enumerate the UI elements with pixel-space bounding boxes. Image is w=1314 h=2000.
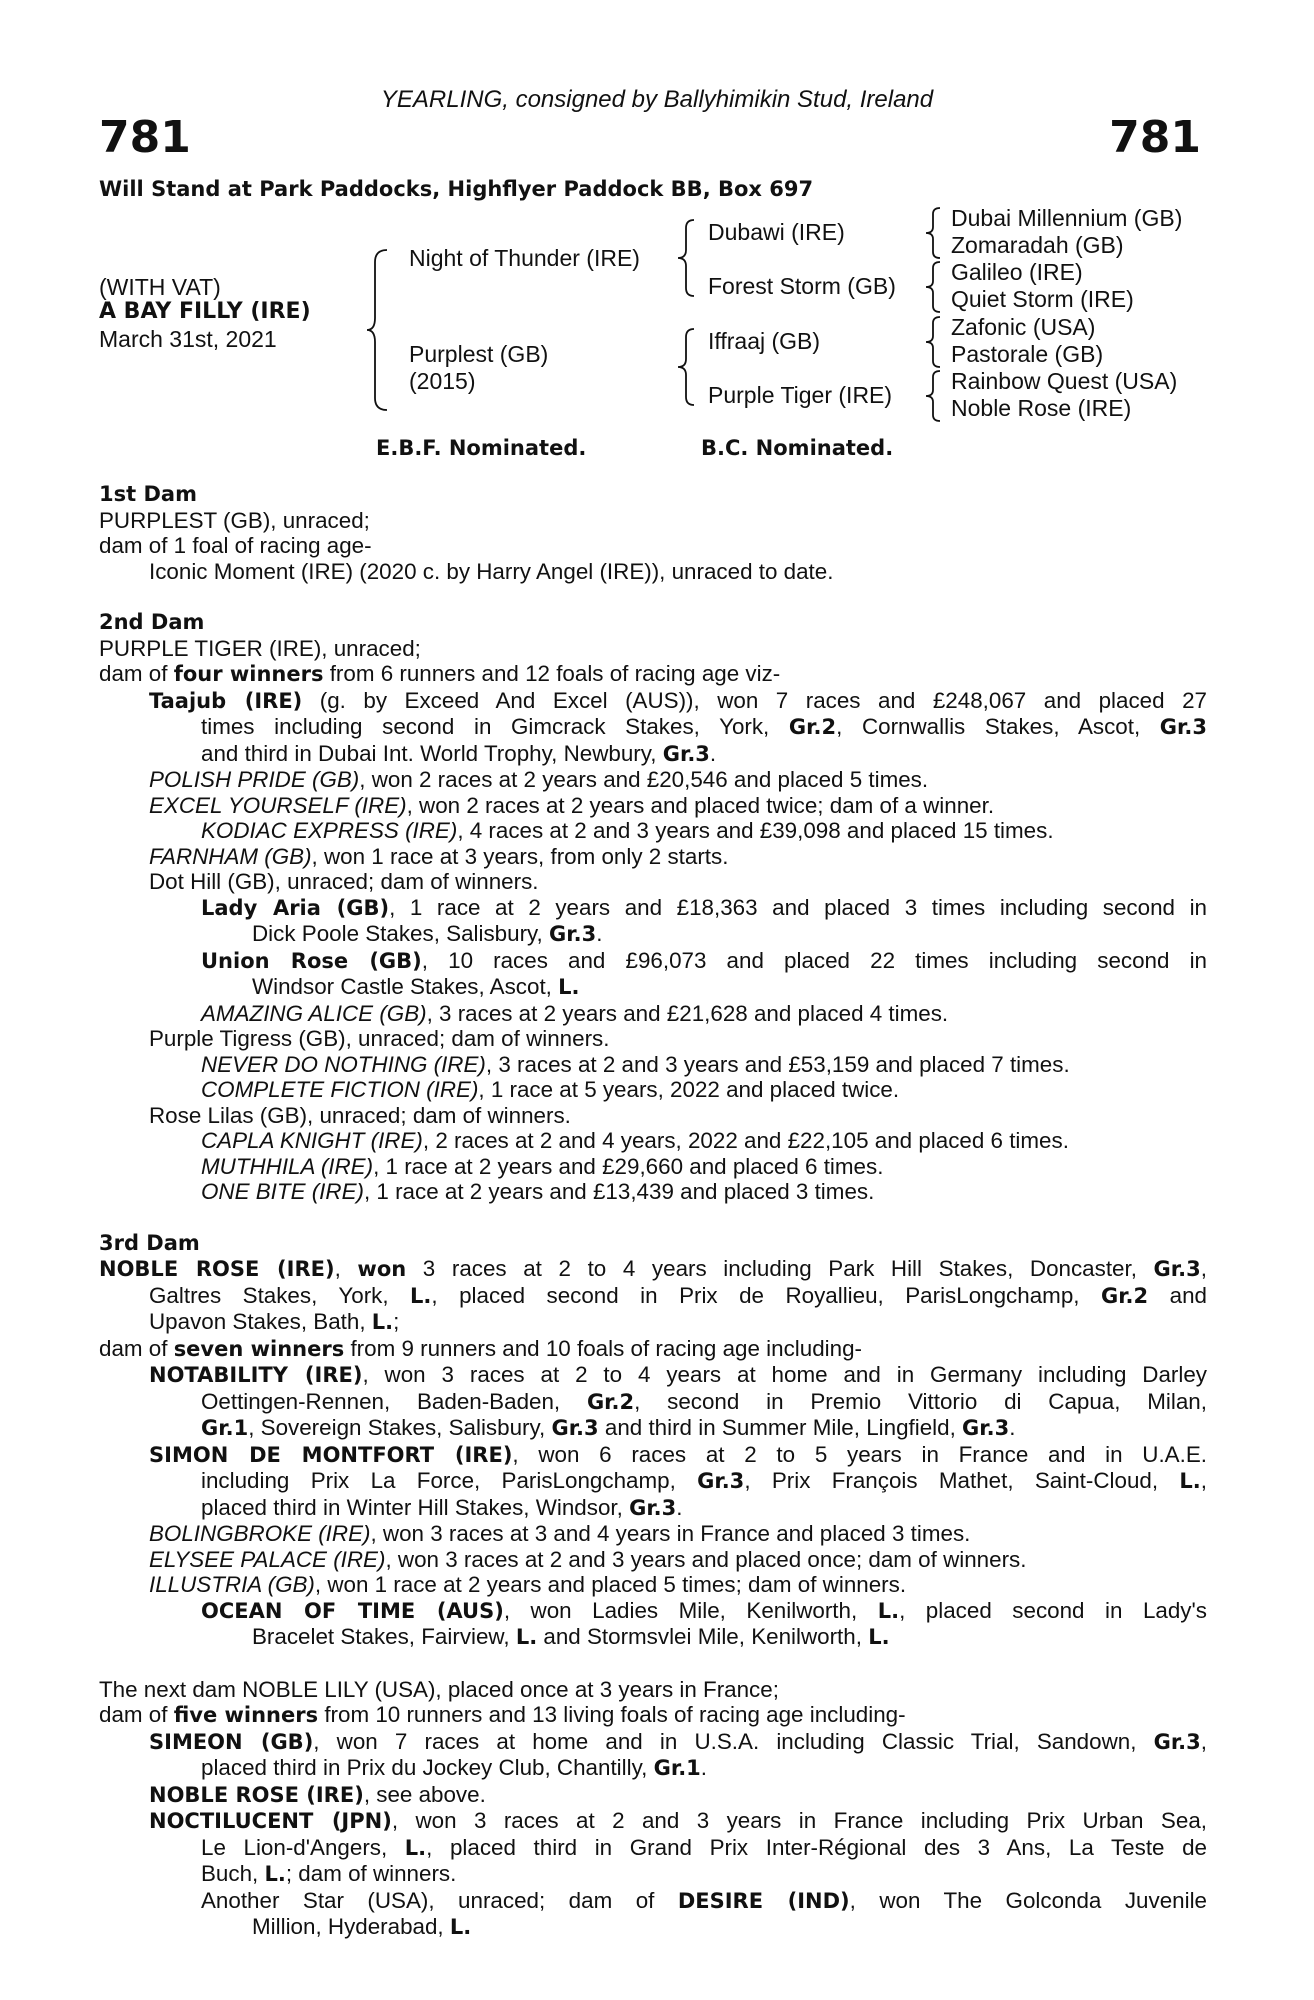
illustria: ILLUSTRIA (GB), won 1 race at 2 years and placed 5 times; dam of winners. — [149, 1572, 907, 1597]
never-do-nothing: NEVER DO NOTHING (IRE), 3 races at 2 and 3 years and £53,159 and placed 7 times. — [201, 1051, 1070, 1077]
notability-line-1: NOTABILITY (IRE), won 3 races at 2 to 4 years at home and in Germany including Darley — [149, 1362, 1207, 1387]
first-dam-line: PURPLEST (GB), unraced; — [99, 507, 370, 533]
noble-rose-line-2: Galtres Stakes, York, L., placed second in Prix de Royallieu, ParisLongchamp, Gr.2 and — [149, 1282, 1207, 1308]
sire: Night of Thunder (IRE) — [409, 245, 640, 271]
elysee-palace: ELYSEE PALACE (IRE), won 3 races at 2 and 3 years and placed once; dam of winners. — [149, 1546, 1027, 1572]
horse-name: A BAY FILLY (IRE) — [99, 299, 311, 324]
rose-lilas: Rose Lilas (GB), unraced; dam of winners. — [149, 1102, 571, 1128]
ebf-nomination: E.B.F. Nominated. — [376, 436, 587, 460]
noctilucent-line-2: Le Lion-d'Angers, L., placed third in Grand Prix Inter-Régional des 3 Ans, La Teste de — [201, 1834, 1208, 1860]
lot-number-right: 781 — [1109, 112, 1201, 163]
pedigree-brace-gg4 — [924, 369, 942, 423]
ocean-line-2: Bracelet Stakes, Fairview, L. and Stormsvlei Mile, Kenilworth, L. — [252, 1624, 890, 1649]
foaling-date: March 31st, 2021 — [99, 326, 277, 352]
next-dam-produce: dam of five winners from 10 runners and 13 living foals of racing age including- — [99, 1702, 906, 1727]
notability-line-3: Gr.1, Sovereign Stakes, Salisbury, Gr.3 and third in Summer Mile, Lingfield, Gr.3. — [201, 1415, 1016, 1440]
lady-aria-line-2: Dick Poole Stakes, Salisbury, Gr.3. — [252, 921, 603, 946]
complete-fiction: COMPLETE FICTION (IRE), 1 race at 5 years, 2022 and placed twice. — [201, 1077, 900, 1102]
bolingbroke: BOLINGBROKE (IRE), won 3 races at 3 and 4 years in France and placed 3 times. — [149, 1521, 971, 1546]
dot-hill: Dot Hill (GB), unraced; dam of winners. — [149, 869, 539, 894]
farnham: FARNHAM (GB), won 1 race at 3 years, from only 2 starts. — [149, 843, 729, 869]
sire-dam: Forest Storm (GB) — [708, 273, 896, 299]
great-grandparent-1: Dubai Millennium (GB) — [951, 205, 1183, 231]
union-rose-line-1: Union Rose (GB), 10 races and £96,073 and placed 22 times including second in — [201, 947, 1207, 973]
ocean-line-1: OCEAN OF TIME (AUS), won Ladies Mile, Kenilworth, L., placed second in Lady's — [201, 1597, 1207, 1623]
noble-rose-line-1: NOBLE ROSE (IRE), won 3 races at 2 to 4 years including Park Hill Stakes, Doncaster, Gr.3, — [99, 1256, 1207, 1281]
pedigree-brace-sire — [676, 218, 696, 298]
great-grandparent-2: Zomaradah (GB) — [951, 232, 1124, 258]
produce-record — [99, 482, 1207, 1941]
simon-line-2: including Prix La Force, ParisLongchamp, Gr.3, Prix François Mathet, Saint-Cloud, L., — [201, 1468, 1207, 1493]
third-dam-produce: dam of seven winners from 9 runners and 10 foals of racing age including- — [99, 1335, 863, 1361]
great-grandparent-5: Zafonic (USA) — [951, 314, 1096, 340]
lot-number-left: 781 — [99, 112, 191, 163]
third-dam-title: 3rd Dam — [99, 1230, 200, 1255]
taajub-line-2: times including second in Gimcrack Stakes, York, Gr.2, Cornwallis Stakes, Ascot, Gr.3 — [201, 714, 1207, 739]
pedigree-brace-gg3 — [924, 315, 942, 369]
simon-line-3: placed third in Winter Hill Stakes, Windsor, Gr.3. — [201, 1494, 683, 1520]
lady-aria-line-1: Lady Aria (GB), 1 race at 2 years and £18,363 and placed 3 times including second in — [201, 894, 1208, 920]
purple-tigress: Purple Tigress (GB), unraced; dam of winners. — [149, 1026, 610, 1051]
pedigree-brace-main — [365, 248, 389, 412]
sire-sire: Dubawi (IRE) — [708, 219, 845, 245]
second-dam-produce: dam of four winners from 6 runners and 12 foals of racing age viz- — [99, 661, 781, 686]
dam: Purplest (GB) — [409, 341, 549, 367]
taajub-line-3: and third in Dubai Int. World Trophy, Newbury, Gr.3. — [201, 740, 717, 766]
pedigree-brace-gg1 — [924, 206, 942, 260]
simeon-line-1: SIMEON (GB), won 7 races at home and in U.S.A. including Classic Trial, Sandown, Gr.3, — [149, 1728, 1208, 1754]
vat-note: (WITH VAT) — [99, 274, 221, 300]
dam-dam: Purple Tiger (IRE) — [708, 382, 893, 408]
bc-nomination: B.C. Nominated. — [701, 436, 894, 460]
stand-location: Will Stand at Park Paddocks, Highflyer Paddock BB, Box 697 — [99, 177, 814, 201]
noctilucent-line-3: Buch, L.; dam of winners. — [201, 1861, 457, 1886]
great-grandparent-6: Pastorale (GB) — [951, 341, 1104, 367]
great-grandparent-8: Noble Rose (IRE) — [951, 395, 1132, 421]
taajub-line-1: Taajub (IRE) (g. by Exceed And Excel (AUS)), won 7 races and £248,067 and placed 27 — [149, 687, 1207, 713]
dam-year: (2015) — [409, 368, 476, 394]
simon-line-1: SIMON DE MONTFORT (IRE), won 6 races at 2 to 5 years in France and in U.A.E. — [149, 1441, 1207, 1467]
pedigree-brace-dam — [676, 327, 696, 407]
one-bite: ONE BITE (IRE), 1 race at 2 years and £13,439 and placed 3 times. — [201, 1179, 875, 1204]
second-dam-title: 2nd Dam — [99, 610, 205, 634]
first-dam-produce: dam of 1 foal of racing age- — [99, 533, 372, 558]
consignment-heading: YEARLING, consigned by Ballyhimikin Stud, Ireland — [380, 86, 934, 113]
muthhila: MUTHHILA (IRE), 1 race at 2 years and £29,660 and placed 6 times. — [201, 1153, 884, 1179]
notability-line-2: Oettingen-Rennen, Baden-Baden, Gr.2, second in Premio Vittorio di Capua, Milan, — [201, 1388, 1207, 1414]
capla-knight: CAPLA KNIGHT (IRE), 2 races at 2 and 4 years, 2022 and £22,105 and placed 6 times. — [201, 1128, 1069, 1153]
great-grandparent-7: Rainbow Quest (USA) — [951, 368, 1178, 394]
excel-yourself: EXCEL YOURSELF (IRE), won 2 races at 2 years and placed twice; dam of a winner. — [149, 792, 995, 818]
first-dam-title: 1st Dam — [99, 482, 197, 506]
second-dam-line: PURPLE TIGER (IRE), unraced; — [99, 635, 421, 661]
next-dam-line: The next dam NOBLE LILY (USA), placed once at 3 years in France; — [99, 1676, 779, 1702]
another-star-line-2: Million, Hyderabad, L. — [252, 1914, 472, 1939]
great-grandparent-3: Galileo (IRE) — [951, 259, 1083, 285]
pedigree-brace-gg2 — [924, 260, 942, 314]
polish-pride: POLISH PRIDE (GB), won 2 races at 2 years and £20,546 and placed 5 times. — [149, 767, 929, 792]
kodiac-express: KODIAC EXPRESS (IRE), 4 races at 2 and 3 years and £39,098 and placed 15 times. — [201, 818, 1054, 843]
noble-rose-ref: NOBLE ROSE (IRE), see above. — [149, 1781, 486, 1807]
union-rose-line-2: Windsor Castle Stakes, Ascot, L. — [252, 974, 580, 999]
noble-rose-line-3: Upavon Stakes, Bath, L.; — [149, 1309, 400, 1334]
great-grandparent-4: Quiet Storm (IRE) — [951, 286, 1134, 312]
simeon-line-2: placed third in Prix du Jockey Club, Chantilly, Gr.1. — [201, 1755, 708, 1780]
dam-sire: Iffraaj (GB) — [708, 328, 821, 354]
another-star-line-1: Another Star (USA), unraced; dam of DESIRE (IND), won The Golconda Juvenile — [201, 1887, 1208, 1913]
noctilucent-line-1: NOCTILUCENT (JPN), won 3 races at 2 and 3 years in France including Prix Urban Sea, — [149, 1808, 1207, 1833]
amazing-alice: AMAZING ALICE (GB), 3 races at 2 years and £21,628 and placed 4 times. — [201, 1000, 949, 1026]
first-dam-foal: Iconic Moment (IRE) (2020 c. by Harry Angel (IRE)), unraced to date. — [149, 558, 834, 584]
